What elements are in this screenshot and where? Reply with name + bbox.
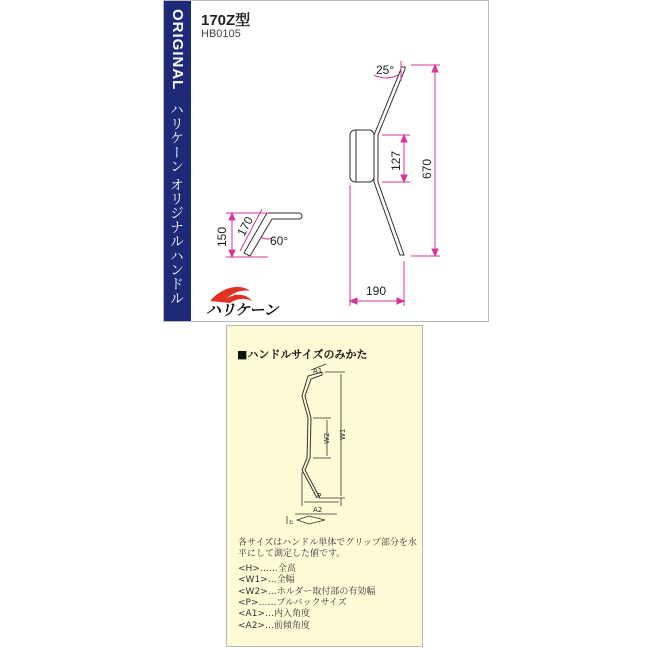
guide-side-bar	[297, 516, 325, 524]
guide-notes	[238, 538, 418, 632]
dim-190-arrow-right	[397, 298, 404, 304]
guide-a1-label: A1	[313, 367, 323, 375]
side-bar-end	[299, 213, 302, 219]
side-label-main: ORIGINAL	[169, 9, 186, 91]
holder-clamp	[350, 130, 374, 182]
side-bar-cut	[244, 253, 250, 256]
legend-item: <A2>…前傾角度	[238, 620, 310, 631]
dim-190-arrow-left	[350, 298, 357, 304]
dim-127-label: 127	[389, 150, 403, 171]
dim-150-label: 150	[215, 226, 229, 247]
guide-a2-label: A2	[313, 506, 323, 514]
guide-intro: 各サイズはハンドル単体でグリップ部分を水平にして測定した値です。	[238, 538, 417, 560]
guide-w2-label: W2	[323, 432, 331, 444]
dim-150-arrow-top	[229, 213, 235, 220]
guide-title: ■ハンドルサイズのみかた	[237, 348, 368, 361]
legend-item: <W1>…全幅	[238, 575, 295, 586]
guide-p-label: P	[317, 492, 322, 500]
dim-127-arrow-top	[401, 135, 407, 142]
dim-25-label: 25°	[376, 63, 395, 77]
legend-item: <P>……プルバックサイズ	[238, 598, 347, 609]
legend-item: <H>……全高	[238, 563, 296, 574]
legend-item: <A1>…内入角度	[238, 609, 310, 620]
dim-670-label: 670	[420, 158, 434, 179]
handlebar-drawing	[164, 1, 489, 322]
dim-190-label: 190	[366, 284, 387, 298]
side-label-sub: ハリケーン オリジナルハンドル	[169, 102, 185, 306]
brand-logo	[200, 285, 282, 319]
dim-150-arrow-bottom	[229, 250, 235, 257]
dim-127-arrow-bottom	[401, 175, 407, 182]
dim-60-label: 60°	[270, 234, 289, 248]
dim-670-arrow-bottom	[432, 249, 438, 256]
legend-item: <W2>…ホルダー取付部の有効幅	[238, 586, 376, 597]
guide-bar	[302, 372, 322, 498]
model-code: HB0105	[201, 28, 241, 40]
guide-h-label: H	[289, 520, 295, 524]
model-title: 170Z型	[201, 12, 251, 29]
guide-diagram	[227, 326, 423, 531]
guide-w1-label: W1	[339, 428, 347, 440]
dim-670-arrow-top	[432, 65, 438, 72]
size-guide-panel	[226, 325, 423, 647]
product-card	[163, 0, 489, 322]
logo-text: ハリケーン	[206, 302, 278, 319]
dim-170-label: 170	[234, 214, 257, 239]
